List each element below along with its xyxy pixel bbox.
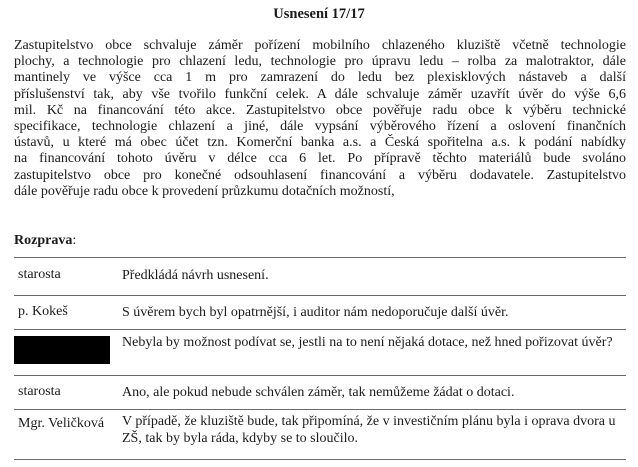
debate-heading-text: Rozprava	[14, 233, 73, 248]
resolution-line: příslušenství tak, aby vše tvořilo funkční celek. A dále schvaluje záměr uzavřít úvěr do výše 6,6	[14, 86, 626, 102]
resolution-line: mil. Kč na financování této akce. Zastupitelstvo obce pověřuje radu obce k výběru technické	[14, 102, 626, 118]
resolution-text	[14, 38, 626, 200]
table-row	[14, 410, 626, 460]
debate-heading	[14, 233, 76, 249]
table-row	[14, 330, 626, 376]
speaker-name: starosta	[18, 384, 61, 399]
speaker-cell	[14, 376, 112, 410]
statement-text: S úvěrem bych byl opatrnější, i auditor nám nedoporučuje další úvěr.	[122, 305, 509, 320]
statement-text: Ano, ale pokud nebude schválen záměr, tak nemůžeme žádat o dotaci.	[122, 385, 515, 400]
speaker-name: Mgr. Veličková	[18, 416, 105, 431]
statement-text: Předkládá návrh usnesení.	[122, 268, 269, 283]
statement-text: V případě, že kluziště bude, tak připomíná, že v investičním plánu byla i oprava dvora u ZŠ, tak by byla ráda, kdyby se to sloučilo.	[122, 414, 616, 446]
table-row	[14, 376, 626, 410]
resolution-line: mantinely ve výšce cca 1 m pro zamrazení do ledu bez plexisklových nástaveb a další	[14, 70, 626, 86]
speaker-cell	[14, 330, 112, 376]
speaker-cell	[14, 410, 112, 460]
speaker-name: starosta	[18, 267, 61, 282]
speaker-cell	[14, 296, 112, 330]
table-row	[14, 258, 626, 296]
statement-cell	[112, 258, 626, 296]
resolution-line: ústavů, u které má obec účet tzn. Komerční banka a.s. a Česká spořitelna a.s. k podání nabídky	[14, 135, 626, 151]
resolution-line: Zastupitelstvo obce schvaluje záměr pořízení mobilního chlazeného kluziště včetně technologie	[14, 38, 626, 53]
statement-text: Nebyla by možnost podívat se, jestli na to není nějaká dotace, než hned pořizovat úvěr?	[122, 335, 613, 350]
resolution-line: na financování tohoto úvěru v délce cca 6 let. Po přípravě těchto materiálů bude svoláno	[14, 151, 626, 167]
resolution-title: Usnesení 17/17	[273, 6, 365, 22]
statement-cell	[112, 410, 626, 460]
statement-cell	[112, 330, 626, 376]
statement-cell	[112, 296, 626, 330]
speaker-name: p. Kokeš	[18, 304, 68, 319]
resolution-line: dále pověřuje radu obce k provedení průzkumu dotačních možností,	[14, 183, 395, 199]
resolution-line: zastupitelstvo obce pro konečné odsouhlasení financování a výběru dodavatele. Zastupitelstvo	[14, 167, 626, 183]
speaker-cell	[14, 258, 112, 296]
debate-table	[14, 257, 626, 460]
resolution-line: specifikace, technologie chlazení a jiné, dále vypsání výběrového řízení a oslovení finančních	[14, 119, 626, 135]
statement-cell	[112, 376, 626, 410]
debate-heading-colon: :	[72, 233, 77, 248]
table-row	[14, 296, 626, 330]
resolution-line: plochy, a technologie pro chlazení ledu, technologie pro úpravu ledu – rolba za malotraktor, dále	[14, 54, 626, 70]
redacted-speaker-block	[14, 336, 110, 364]
